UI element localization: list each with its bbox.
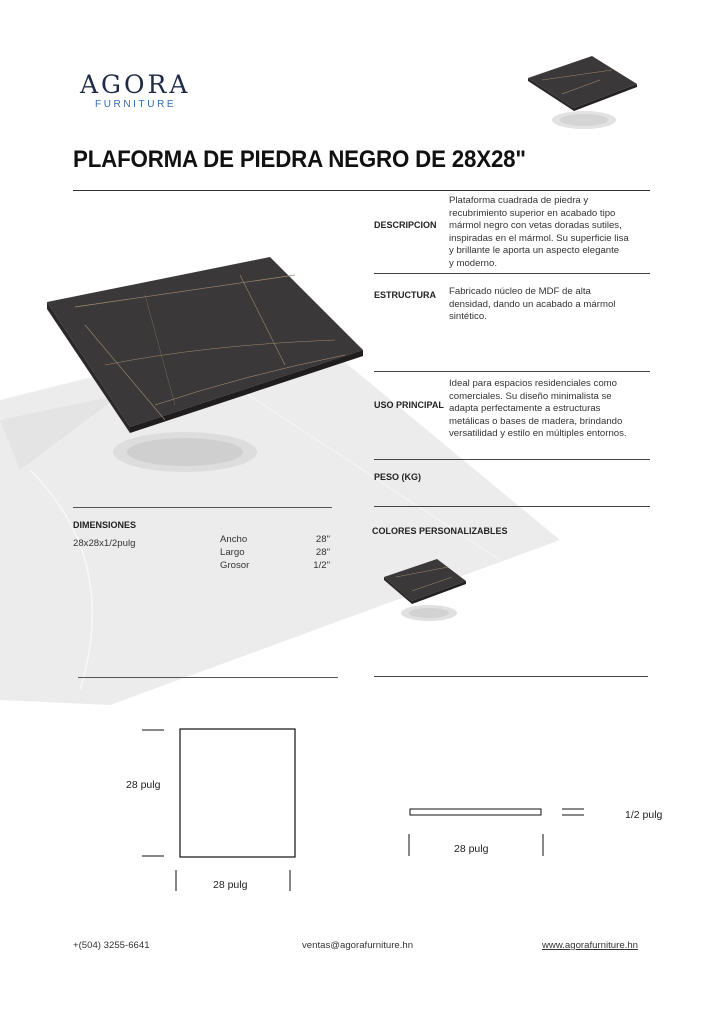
descripcion-text: Plataforma cuadrada de piedra y recubrimiento superior en acabado tipo mármol negro con vetas doradas sutiles, inspiradas en el mármol. Su superficie lisa y brillante le aporta un aspecto elegante y moderno.: [449, 195, 629, 269]
side-view-drawing: [400, 800, 600, 860]
estructura-label: ESTRUCTURA: [374, 290, 436, 300]
colores-divider: [374, 676, 648, 677]
dim-value-ancho: 28": [315, 534, 330, 545]
brand-logo-sub: FURNITURE: [95, 99, 177, 110]
side-view-thickness-label: 1/2 pulg: [625, 809, 663, 821]
page-title: PLAFORMA DE PIEDRA NEGRO DE 28X28": [73, 146, 526, 173]
product-thumbnail-top: [522, 50, 642, 135]
dimensions-summary: 28x28x1/2pulg: [73, 538, 136, 549]
peso-divider: [374, 506, 650, 507]
dimensions-label: DIMENSIONES: [73, 520, 137, 530]
brand-logo: AGORA: [80, 70, 191, 99]
dim-name-grosor: Grosor: [220, 560, 250, 571]
dimensions-bottom-divider: [78, 677, 338, 678]
dim-value-grosor: 1/2": [313, 560, 330, 571]
footer-website-link[interactable]: www.agorafurniture.hn: [542, 940, 638, 951]
product-image: [45, 255, 365, 490]
dim-value-largo: 28": [315, 547, 330, 558]
estructura-divider: [374, 371, 650, 372]
uso-principal-divider: [374, 459, 650, 460]
dim-name-largo: Largo: [220, 547, 245, 558]
footer-email[interactable]: ventas@agorafurniture.hn: [302, 940, 414, 951]
footer-phone: +(504) 3255-6641: [73, 940, 150, 951]
colores-label: COLORES PERSONALIZABLES: [372, 526, 508, 536]
front-view-width-label: 28 pulg: [213, 879, 248, 891]
uso-principal-label: USO PRINCIPAL: [374, 400, 444, 410]
front-view-height-label: 28 pulg: [126, 779, 161, 791]
side-view-length-label: 28 pulg: [454, 843, 489, 855]
estructura-text: Fabricado núcleo de MDF de alta densidad, dando un acabado a mármol sintético.: [449, 286, 616, 322]
descripcion-label: DESCRIPCION: [374, 220, 437, 230]
front-view-drawing: [140, 725, 310, 895]
uso-principal-text: Ideal para espacios residenciales como comerciales. Su diseño minimalista se adapta perfectamente a estructuras metálicas o bases de madera, brindando versatilidad y estilo en múltiples entornos.: [449, 378, 627, 439]
descripcion-divider: [374, 273, 650, 274]
color-swatch-black-marble[interactable]: [382, 555, 467, 625]
dimensions-top-divider: [73, 507, 332, 508]
title-divider: [73, 190, 650, 191]
dim-name-ancho: Ancho: [220, 534, 248, 545]
peso-label: PESO (KG): [374, 472, 422, 482]
